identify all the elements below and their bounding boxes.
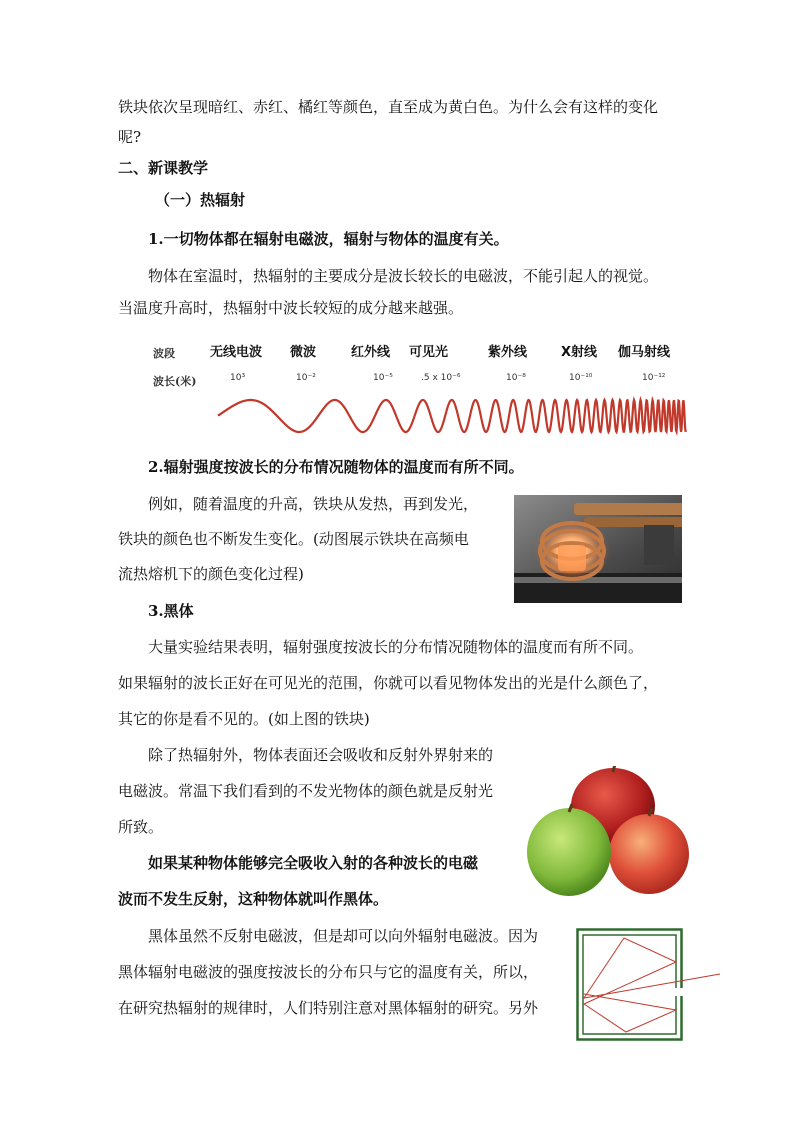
section-heading: 二、新课教学 (118, 159, 209, 177)
paragraph-3-line-3: 流热熔机下的颜色变化过程) (118, 565, 304, 583)
point-1-heading: 1.一切物体都在辐射电磁波，辐射与物体的温度有关。 (148, 230, 509, 248)
point-3-heading: 3.黑体 (148, 602, 194, 620)
band-label: 波段 (153, 347, 175, 360)
wavelength-label: 波长(米) (153, 375, 197, 388)
paragraph-7-line-2: 黑体辐射电磁波的强度按波长的分布只与它的温度有关，所以， (118, 963, 539, 981)
paragraph-5-line-1: 除了热辐射外，物体表面还会吸收和反射外界射来的 (148, 746, 494, 764)
paragraph-5-line-3: 所致。 (118, 818, 164, 836)
induction-heating-photo (514, 495, 682, 603)
wave-line (218, 400, 686, 432)
wl-microwave: 10⁻² (296, 373, 316, 383)
paragraph-3-line-2: 铁块的颜色也不断发生变化。(动图展示铁块在高频电 (118, 530, 469, 548)
paragraph-2-line-1: 物体在室温时，热辐射的主要成分是波长较长的电磁波，不能引起人的视觉。 (148, 267, 659, 285)
wl-xray: 10⁻¹⁰ (569, 373, 593, 383)
band-ultraviolet: 紫外线 (488, 345, 528, 360)
wl-visible: .5 x 10⁻⁶ (421, 373, 461, 383)
band-microwave: 微波 (290, 345, 317, 360)
wl-ultraviolet: 10⁻⁸ (506, 373, 526, 383)
paragraph-1-line-1: 铁块依次呈现暗红、赤红、橘红等颜色，直至成为黄白色。为什么会有这样的变化 (118, 98, 659, 116)
paragraph-6-line-1: 如果某种物体能够完全吸收入射的各种波长的电磁 (148, 854, 479, 872)
paragraph-7-line-1: 黑体虽然不反射电磁波，但是却可以向外辐射电磁波。因为 (148, 927, 539, 945)
apples-photo (527, 766, 689, 900)
subsection-heading: （一）热辐射 (155, 191, 246, 209)
wl-radio: 10³ (230, 373, 246, 383)
wl-infrared: 10⁻⁵ (373, 373, 393, 383)
point-2-heading: 2.辐射强度按波长的分布情况随物体的温度而有所不同。 (148, 458, 524, 476)
paragraph-2-line-2: 当温度升高时，热辐射中波长较短的成分越来越强。 (118, 299, 464, 317)
spectrum-wave (118, 338, 688, 442)
paragraph-4-line-1: 大量实验结果表明，辐射强度按波长的分布情况随物体的温度而有所不同。 (148, 638, 644, 656)
band-xray: X射线 (561, 345, 598, 360)
band-infrared: 红外线 (351, 345, 391, 360)
paragraph-4-line-2: 如果辐射的波长正好在可见光的范围，你就可以看见物体发出的光是什么颜色了， (118, 674, 659, 692)
paragraph-1-line-2: 呢? (118, 128, 142, 146)
paragraph-4-line-3: 其它的你是看不见的。(如上图的铁块) (118, 710, 370, 728)
paragraph-5-line-2: 电磁波。常温下我们看到的不发光物体的颜色就是反射光 (118, 782, 494, 800)
band-visible: 可见光 (409, 345, 449, 360)
paragraph-7-line-3: 在研究热辐射的规律时，人们特别注意对黑体辐射的研究。另外 (118, 999, 539, 1017)
band-radio: 无线电波 (210, 345, 263, 360)
wl-gamma: 10⁻¹² (642, 373, 666, 383)
paragraph-6-line-2: 波而不发生反射，这种物体就叫作黑体。 (118, 890, 389, 908)
blackbody-cavity-diagram (576, 928, 726, 1044)
paragraph-3-line-1: 例如，随着温度的升高，铁块从发热，再到发光， (148, 495, 479, 513)
em-spectrum-figure (118, 338, 688, 442)
band-gamma: 伽马射线 (618, 345, 671, 360)
